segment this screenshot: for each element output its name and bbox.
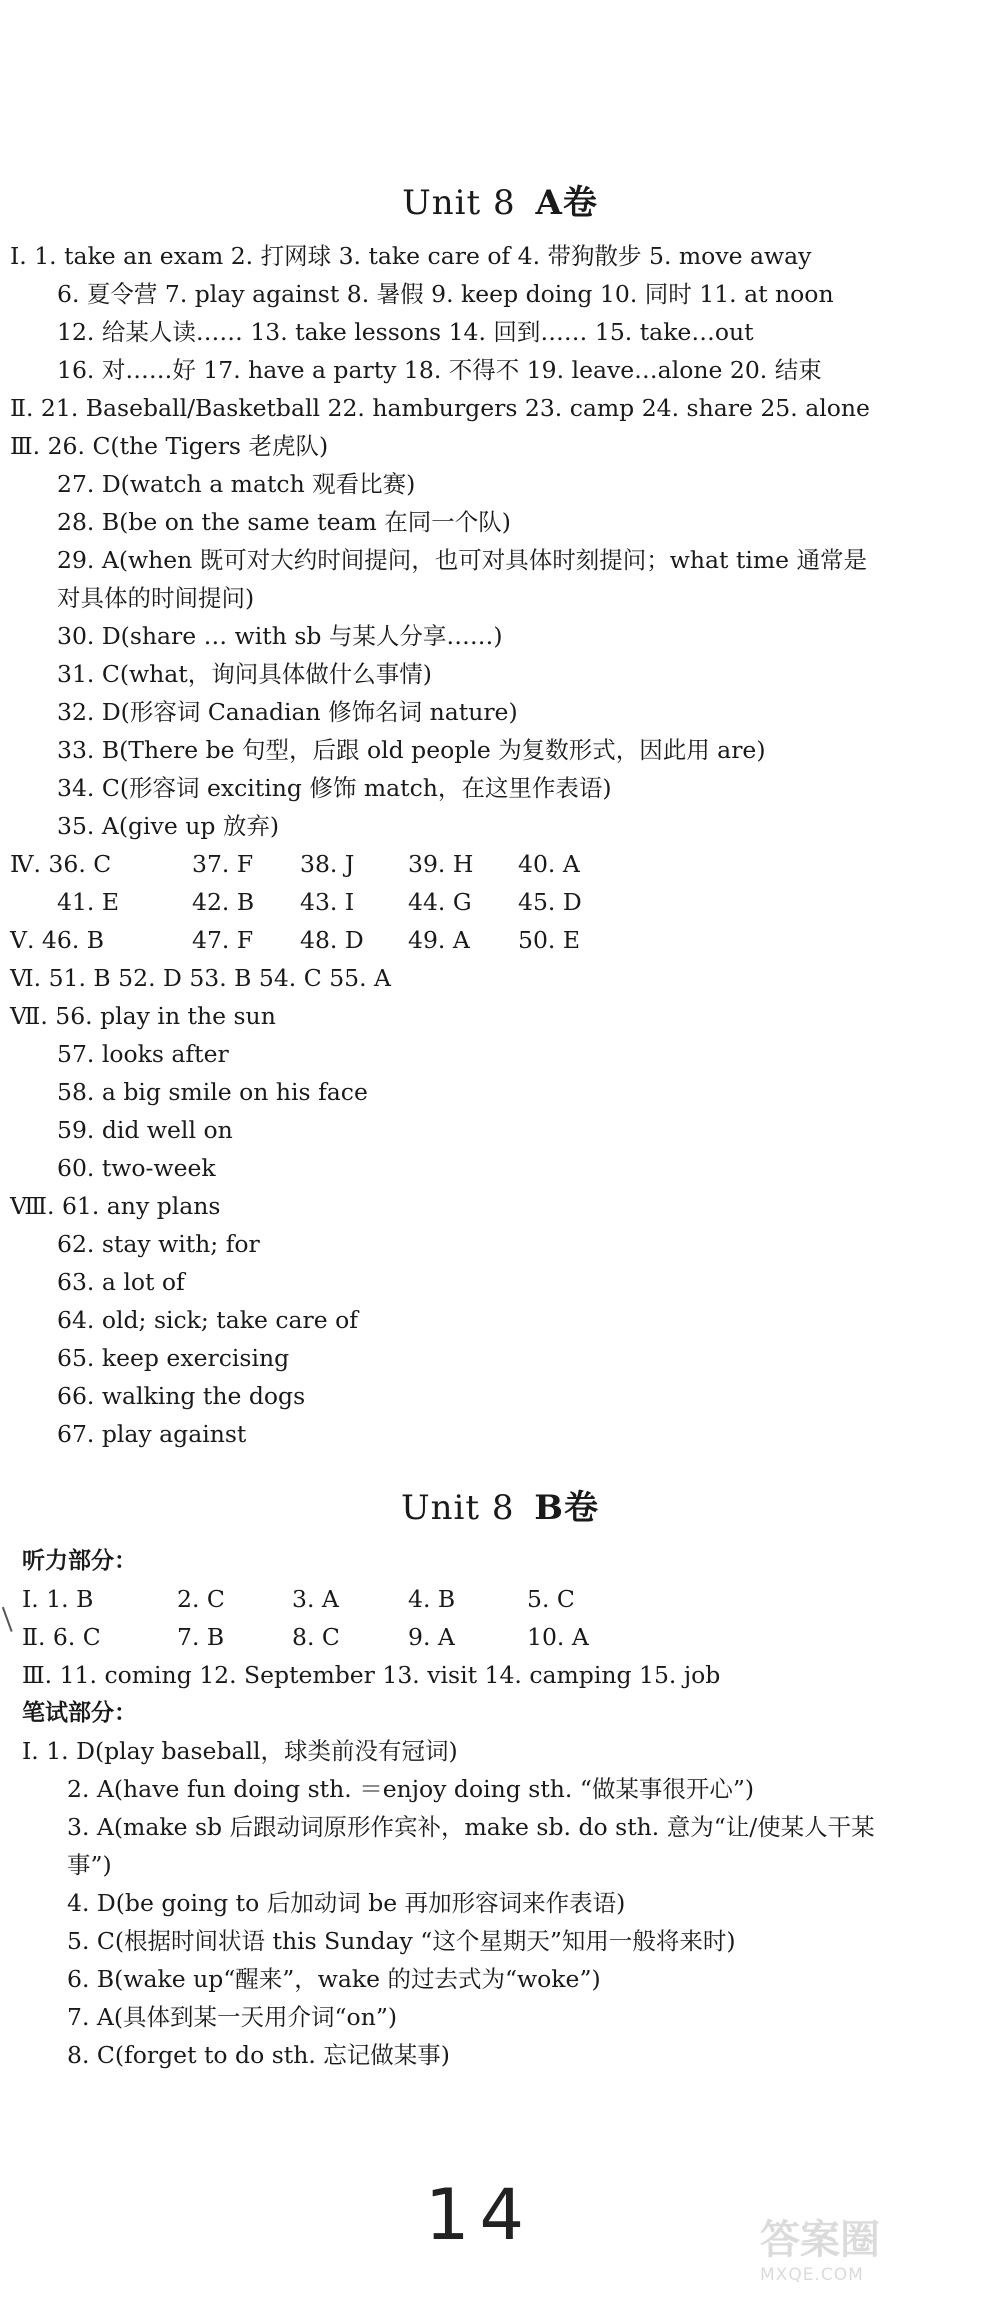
grid-iv-cell: 40. A	[518, 850, 580, 878]
grid-v-cell: 49. A	[408, 926, 470, 954]
answer-line: Ⅵ. 51. B 52. D 53. B 54. C 55. A	[10, 964, 392, 992]
answer-line: 12. 给某人读…… 13. take lessons 14. 回到…… 15. take…out	[57, 318, 754, 346]
watermark	[760, 2208, 980, 2288]
answer-line: 59. did well on	[57, 1116, 233, 1144]
watermark-url: MXQE.COM	[760, 2265, 864, 2285]
grid-i-cell: 5. C	[527, 1585, 575, 1613]
grid-iv-cell: 44. G	[408, 888, 472, 916]
answer-line: Ⅰ. 1. D(play baseball，球类前没有冠词)	[22, 1737, 458, 1765]
answer-line: 58. a big smile on his face	[57, 1078, 368, 1106]
grid-iv-cell: 42. B	[192, 888, 255, 916]
grid-v-cell: 50. E	[518, 926, 580, 954]
written-label: 笔试部分：	[22, 1700, 137, 1726]
answer-line: Ⅲ. 11. coming 12. September 13. visit 14. camping 15. job	[22, 1661, 721, 1689]
page-number: 14	[425, 2174, 535, 2256]
grid-iv-cell: 37. F	[192, 850, 254, 878]
answer-line: 66. walking the dogs	[57, 1382, 306, 1410]
answer-line: Ⅱ. 21. Baseball/Basketball 22. hamburgers 23. camp 24. share 25. alone	[10, 394, 870, 422]
listening-label: 听力部分：	[22, 1548, 137, 1574]
answer-line: Ⅶ. 56. play in the sun	[10, 1002, 276, 1030]
answer-line: 64. old; sick; take care of	[57, 1306, 359, 1334]
answer-line: 7. A(具体到某一天用介词“on”)	[67, 2003, 398, 2031]
answer-line: 35. A(give up 放弃)	[57, 812, 280, 840]
answer-line: 2. A(have fun doing sth. ＝enjoy doing sth. “做某事很开心”)	[67, 1775, 755, 1803]
answer-line: 33. B(There be 句型，后跟 old people 为复数形式，因此用 are)	[57, 736, 766, 764]
grid-v-cell: 47. F	[192, 926, 254, 954]
grid-iv-cell: 43. I	[300, 888, 355, 916]
pen-mark	[2, 1604, 20, 1632]
grid-i-cell: Ⅰ. 1. B	[22, 1585, 94, 1613]
grid-iv-cell: 45. D	[518, 888, 582, 916]
grid-ii-cell: 10. A	[527, 1623, 589, 1651]
answer-line: 63. a lot of	[57, 1268, 185, 1296]
grid-ii-cell: 9. A	[408, 1623, 455, 1651]
answer-line: 62. stay with; for	[57, 1230, 260, 1258]
section-a-title	[0, 175, 1000, 224]
section-b-paper: B卷	[534, 1488, 600, 1528]
answer-line: 67. play against	[57, 1420, 247, 1448]
answer-line: 57. looks after	[57, 1040, 229, 1068]
answer-line: 32. D(形容词 Canadian 修饰名词 nature)	[57, 698, 518, 726]
answer-line: Ⅷ. 61. any plans	[10, 1192, 221, 1220]
answer-line: 对具体的时间提问)	[57, 584, 255, 612]
answer-line: 60. two-week	[57, 1154, 216, 1182]
grid-i-cell: 2. C	[177, 1585, 225, 1613]
answer-line: 事”)	[67, 1851, 112, 1879]
answer-line: 5. C(根据时间状语 this Sunday “这个星期天”知用一般将来时)	[67, 1927, 736, 1955]
section-a-unit: Unit 8	[402, 183, 516, 223]
grid-ii-cell: 8. C	[292, 1623, 340, 1651]
answer-line: Ⅲ. 26. C(the Tigers 老虎队)	[10, 432, 329, 460]
answer-line: 65. keep exercising	[57, 1344, 290, 1372]
grid-i-cell: 4. B	[408, 1585, 456, 1613]
answer-line: 28. B(be on the same team 在同一个队)	[57, 508, 511, 536]
answer-line: Ⅰ. 1. take an exam 2. 打网球 3. take care of 4. 带狗散步 5. move away	[10, 242, 812, 270]
answer-line: 6. 夏令营 7. play against 8. 暑假 9. keep doing 10. 同时 11. at noon	[57, 280, 834, 308]
grid-v-cell: Ⅴ. 46. B	[10, 926, 105, 954]
watermark-text: 答案圈	[760, 2217, 880, 2263]
grid-iv-cell: 41. E	[57, 888, 119, 916]
answer-line: 8. C(forget to do sth. 忘记做某事)	[67, 2041, 450, 2069]
answer-line: 29. A(when 既可对大约时间提问，也可对具体时刻提问；what time 通常是	[57, 546, 868, 574]
grid-ii-cell: 7. B	[177, 1623, 225, 1651]
grid-iv-cell: 39. H	[408, 850, 474, 878]
grid-i-cell: 3. A	[292, 1585, 339, 1613]
answer-line: 4. D(be going to 后加动词 be 再加形容词来作表语)	[67, 1889, 626, 1917]
section-a-paper: A卷	[535, 183, 598, 223]
grid-v-cell: 48. D	[300, 926, 364, 954]
grid-iv-cell: Ⅳ. 36. C	[10, 850, 112, 878]
section-b-title	[0, 1480, 1000, 1529]
answer-line: 30. D(share … with sb 与某人分享……)	[57, 622, 503, 650]
answer-line: 6. B(wake up“醒来”，wake 的过去式为“woke”)	[67, 1965, 601, 1993]
answer-line: 34. C(形容词 exciting 修饰 match，在这里作表语)	[57, 774, 612, 802]
answer-line: 3. A(make sb 后跟动词原形作宾补，make sb. do sth. 意为“让/使某人干某	[67, 1813, 875, 1841]
grid-ii-cell: Ⅱ. 6. C	[22, 1623, 101, 1651]
answer-line: 27. D(watch a match 观看比赛)	[57, 470, 416, 498]
section-b-unit: Unit 8	[400, 1488, 515, 1528]
grid-iv-cell: 38. J	[300, 850, 355, 878]
answer-line: 31. C(what，询问具体做什么事情)	[57, 660, 432, 688]
answer-line: 16. 对……好 17. have a party 18. 不得不 19. leave…alone 20. 结束	[57, 356, 822, 384]
